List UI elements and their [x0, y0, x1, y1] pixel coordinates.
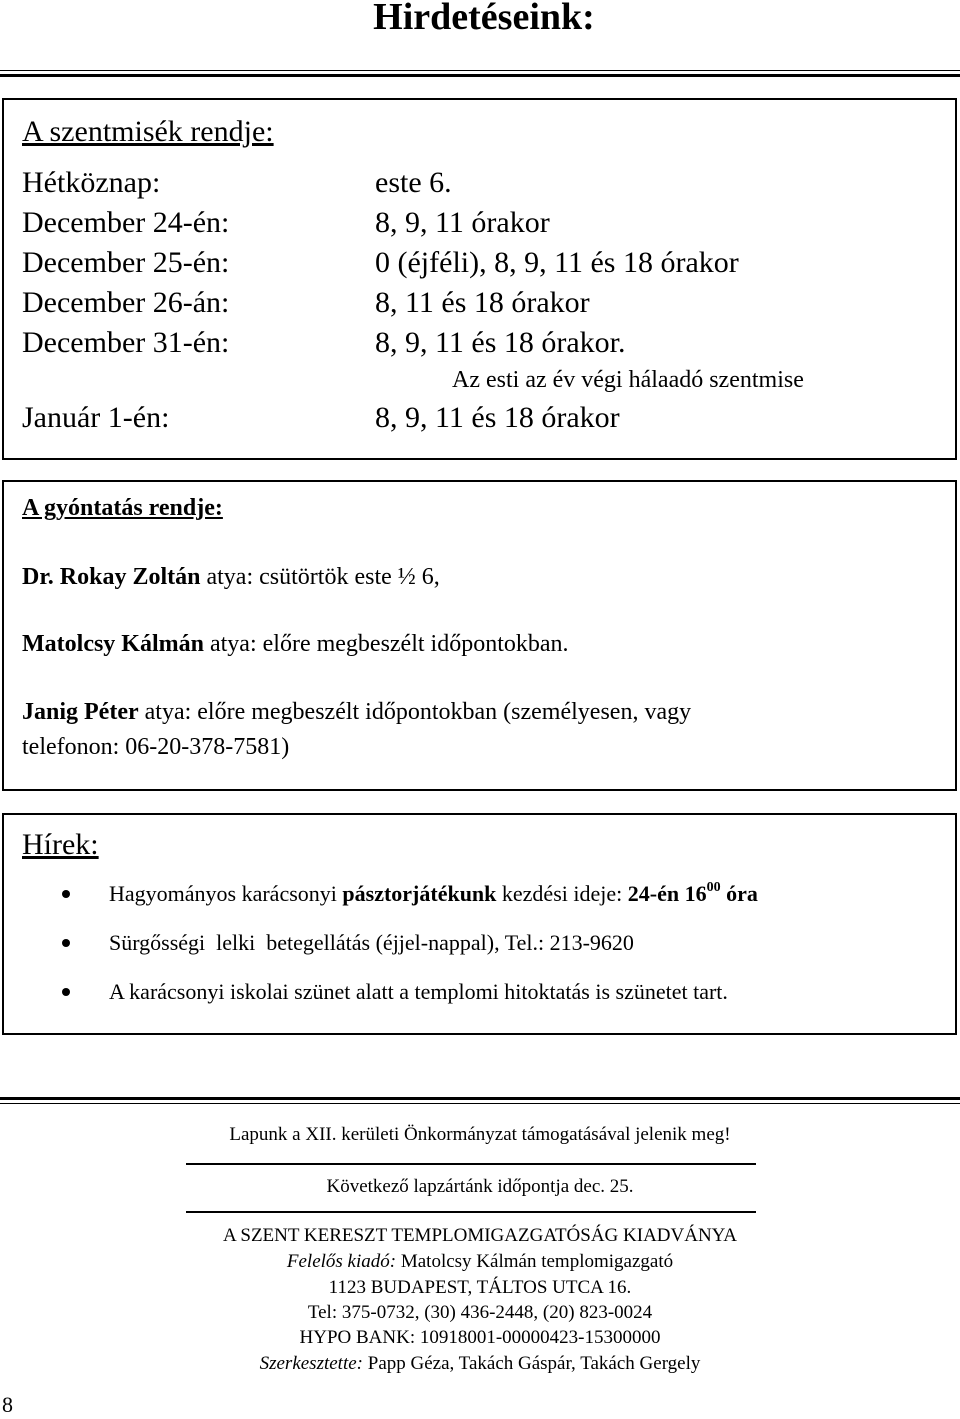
page-number: 8 [2, 1392, 13, 1417]
schedule-note: Az esti az év végi hálaadó szentmise [452, 367, 804, 393]
confession-time: atya: előre megbeszélt időpontokban (személyesen, vagy [138, 699, 692, 725]
footer-short-rule [186, 1211, 756, 1213]
schedule-value: este 6. [375, 166, 452, 199]
confession-line [22, 696, 691, 728]
priest-name: Dr. Rokay Zoltán [22, 564, 201, 590]
support-note: Lapunk a XII. kerületi Önkormányzat támogatásával jelenik meg! [229, 1124, 731, 1145]
confession-heading: A gyóntatás rendje: [22, 495, 223, 521]
schedule-value: 8, 9, 11 órakor [375, 206, 550, 239]
news-bold: óra [720, 881, 758, 906]
confession-time: atya: csütörtök este ½ 6, [200, 564, 440, 590]
footer-rule-thin [0, 1103, 960, 1104]
editors-value: Papp Géza, Takách Gáspár, Takách Gergely [363, 1353, 701, 1374]
responsible-value: Matolcsy Kálmán templomigazgató [396, 1251, 674, 1272]
confession-line [22, 561, 440, 593]
phone: Tel: 375-0732, (30) 436-2448, (20) 823-0024 [307, 1302, 653, 1323]
schedule-label: December 31-én: [22, 326, 230, 359]
priest-name: Matolcsy Kálmán [22, 631, 204, 657]
schedule-value: 8, 9, 11 és 18 órakor [375, 401, 620, 434]
news-item: Sürgősségi lelki betegellátás (éjjel-nappal), Tel.: 213-9620 [109, 930, 634, 955]
footer-rule-thick [0, 1097, 960, 1100]
schedule-label: December 24-én: [22, 206, 230, 239]
schedule-value: 8, 9, 11 és 18 órakor. [375, 326, 626, 359]
schedule-label: December 26-án: [22, 286, 230, 319]
responsible-publisher [0, 1250, 960, 1274]
title-rule-thin [0, 70, 960, 71]
news-text: kezdési ideje: [496, 881, 628, 906]
title-rule-thick [0, 74, 960, 77]
news-heading: Hírek: [22, 828, 99, 861]
footer-short-rule [186, 1163, 756, 1165]
schedule-label: December 25-én: [22, 246, 230, 279]
priest-name: Janig Péter [22, 699, 139, 725]
bullet-icon [62, 890, 70, 898]
news-bold: 24-én 16 [627, 881, 707, 906]
news-item: A karácsonyi iskolai szünet alatt a templomi hitoktatás is szünetet tart. [109, 979, 728, 1004]
news-bold: pásztorjátékunk [342, 881, 497, 906]
deadline-note: Következő lapzártánk időpontja dec. 25. [326, 1176, 634, 1197]
schedule-label: Hétköznap: [22, 166, 161, 199]
news-superscript: 00 [706, 880, 721, 895]
bullet-icon [62, 988, 70, 996]
confession-line [22, 628, 569, 660]
schedule-value: 8, 11 és 18 órakor [375, 286, 590, 319]
editors-label: Szerkesztette: [259, 1353, 363, 1374]
bullet-icon [62, 939, 70, 947]
editors [0, 1352, 960, 1376]
address: 1123 BUDAPEST, TÁLTOS UTCA 16. [328, 1277, 632, 1298]
schedule-value: 0 (éjféli), 8, 9, 11 és 18 órakor [375, 246, 739, 279]
publisher: A SZENT KERESZT TEMPLOMIGAZGATÓSÁG KIADVÁNYA [222, 1225, 738, 1246]
confession-time: atya: előre megbeszélt időpontokban. [203, 631, 569, 657]
news-text: Hagyományos karácsonyi [109, 881, 343, 906]
mass-schedule-heading: A szentmisék rendje: [22, 115, 274, 148]
bank-account: HYPO BANK: 10918001-00000423-15300000 [299, 1327, 661, 1348]
news-item [109, 879, 758, 909]
schedule-label: Január 1-én: [22, 401, 170, 434]
responsible-label: Felelős kiadó: [286, 1251, 397, 1272]
confession-continuation: telefonon: 06-20-378-7581) [22, 734, 290, 760]
page-title: Hirdetéseink: [373, 0, 595, 38]
